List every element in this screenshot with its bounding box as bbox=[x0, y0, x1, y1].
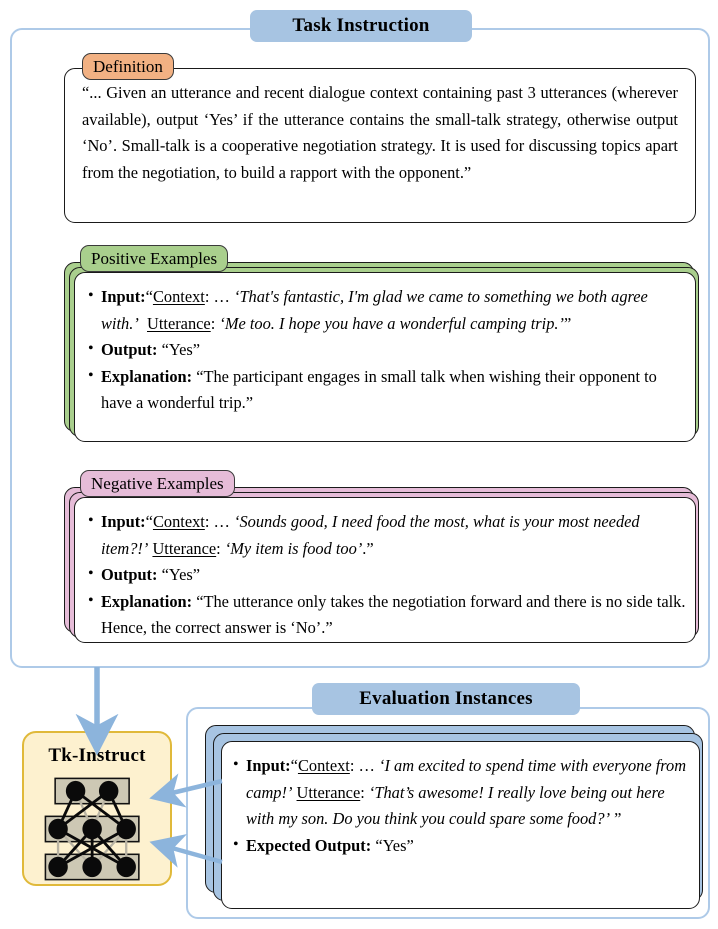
model-name-label: Tk-Instruct bbox=[48, 745, 146, 766]
quote-open: “ bbox=[290, 756, 298, 775]
positive-explanation-label: Explanation: bbox=[101, 366, 193, 386]
utterance-value: ‘Me too. I hope you have a wonderful camping trip.’ bbox=[219, 313, 564, 333]
definition-tag: Definition bbox=[82, 53, 174, 80]
evaluation-instances-list bbox=[233, 753, 689, 859]
list-item bbox=[88, 589, 686, 642]
list-item bbox=[88, 284, 686, 337]
context-label: Context bbox=[152, 512, 205, 531]
context-value: ‘Sounds good, I need food the most, what is your most needed item?!’ bbox=[101, 512, 640, 558]
list-item bbox=[233, 753, 689, 833]
negative-examples-tag: Negative Examples bbox=[80, 470, 235, 497]
context-separator: : … bbox=[204, 287, 234, 306]
positive-input-label: Input: bbox=[101, 287, 146, 306]
positive-output-label: Output: bbox=[101, 340, 158, 359]
negative-explanation-label: Explanation: bbox=[101, 591, 193, 611]
utterance-label: Utterance bbox=[147, 313, 211, 333]
positive-output-value: “Yes” bbox=[161, 340, 200, 359]
list-item bbox=[88, 509, 686, 562]
negative-output-value: “Yes” bbox=[161, 565, 200, 584]
definition-text: “... Given an utterance and recent dialogue context containing past 3 utterances (wherever available), output ‘Yes’ if the utterance contains the small-talk strategy, otherwise output ‘No’. Small-talk is a cooperative negotiation strategy. It is used for discussing topics apart from the negotiation, to build a rapport with the opponent.” bbox=[82, 83, 678, 182]
negative-examples-list bbox=[88, 509, 686, 642]
negative-output-label: Output: bbox=[101, 565, 158, 584]
model-box bbox=[22, 731, 172, 886]
quote-open: “ bbox=[145, 287, 153, 306]
eval-expected-output-value: “Yes” bbox=[375, 835, 414, 855]
list-item bbox=[233, 833, 689, 860]
eval-expected-output-label: Expected Output: bbox=[246, 835, 372, 855]
utterance-value: ‘That’s awesome! I really love being out here with my son. Do you think you could spare some food?’ bbox=[246, 782, 665, 828]
context-separator: : … bbox=[349, 756, 379, 775]
list-item bbox=[88, 337, 686, 364]
utterance-value: ‘My item is food too’ bbox=[224, 538, 363, 558]
evaluation-instances-header: Evaluation Instances bbox=[312, 683, 580, 715]
context-label: Context bbox=[297, 756, 350, 775]
context-value: ‘That's fantastic, I'm glad we came to something we both agree with.’ bbox=[101, 287, 648, 333]
neural-network-icon bbox=[24, 773, 170, 885]
utterance-label: Utterance bbox=[296, 782, 361, 802]
negative-input-label: Input: bbox=[101, 512, 146, 531]
negative-explanation-value: “The utterance only takes the negotiation forward and there is no side talk. Hence, the correct answer is ‘No’.” bbox=[101, 591, 686, 637]
quote-close: ” bbox=[563, 313, 572, 333]
quote-open: “ bbox=[145, 512, 153, 531]
list-item bbox=[88, 562, 686, 589]
positive-examples-tag: Positive Examples bbox=[80, 245, 228, 272]
context-label: Context bbox=[152, 287, 205, 306]
list-item bbox=[88, 364, 686, 417]
utterance-label: Utterance bbox=[152, 538, 217, 558]
positive-explanation-value: “The participant engages in small talk when wishing their opponent to have a wonderful trip.” bbox=[101, 366, 657, 412]
eval-input-label: Input: bbox=[246, 756, 291, 775]
positive-examples-list bbox=[88, 284, 686, 417]
quote-close: .” bbox=[362, 538, 374, 558]
task-instruction-header: Task Instruction bbox=[250, 10, 472, 42]
utterance-separator: : bbox=[216, 538, 225, 558]
context-separator: : … bbox=[204, 512, 234, 531]
quote-close: ” bbox=[610, 809, 622, 828]
utterance-separator: : bbox=[360, 782, 369, 802]
context-value: ‘I am excited to spend time with everyone from camp!’ bbox=[246, 756, 687, 802]
utterance-separator: : bbox=[210, 313, 220, 333]
